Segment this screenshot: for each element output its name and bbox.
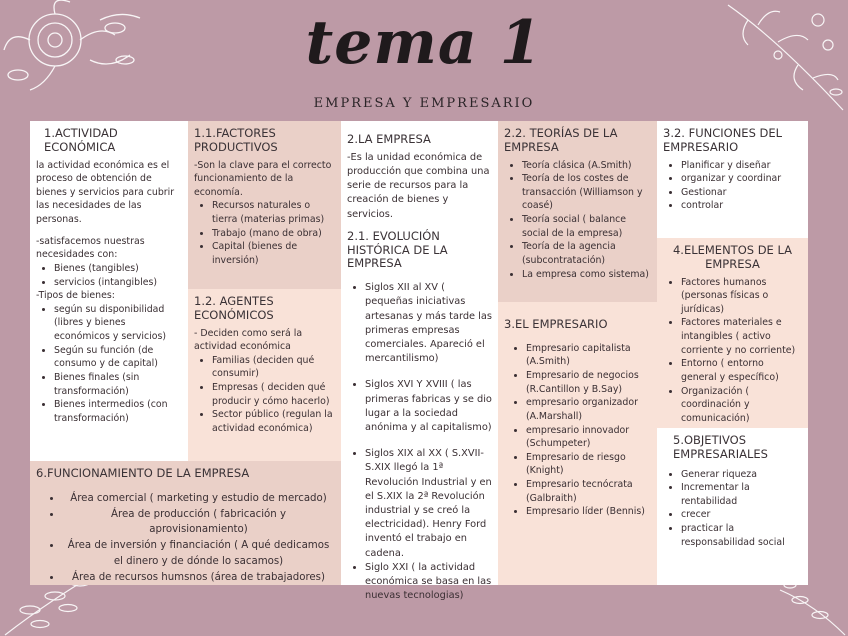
section-title: 3.2. FUNCIONES DEL EMPRESARIO [663,126,783,154]
section-intro: -Son la clave para el correcto funcionamiento de la economía. [194,159,332,198]
list-item: • Organización ( coordinación y comunicación) [681,385,802,426]
list-item: • empresario organizador (A.Marshall) [526,396,651,423]
section-el-empresario [498,302,657,585]
list-item: • empresario innovador (Schumpeter) [526,424,651,451]
list-item: • Teoría clásica (A.Smith) [522,159,651,173]
section-funcionamiento-empresa [30,461,341,585]
section-title: 2.1. EVOLUCIÓN HISTÓRICA DE LA EMPRESA [347,228,448,271]
section-elementos-empresa [657,238,808,428]
list-item: • Bienes (tangibles) [54,262,182,276]
section-title: 1.1.FACTORES PRODUCTIVOS [194,126,278,154]
section-title: 1.ACTIVIDAD ECONÓMICA [44,126,118,154]
section-intro: -Es la unidad económica de producción que combina una serie de recursos para la creación de bienes y servicios. [347,151,490,220]
list-item: • Área de recursos humsnos (área de trabajadores) [62,570,335,586]
list-item: • Entorno ( entorno general y específico) [681,357,802,384]
list-item: • Empresario de riesgo (Knight) [526,451,651,478]
bullet-list [504,342,651,519]
bullet-list [36,262,182,289]
list-item: • practicar la responsabilidad social [681,522,802,549]
bullet-list [504,159,651,282]
list-item: • Capital (bienes de inversión) [212,240,335,267]
list-item: • Gestionar [681,186,802,200]
page-title: tema 1 [305,8,543,78]
section-title: 5.OBJETIVOS EMPRESARIALES [673,433,768,461]
list-item: • servicios (intangibles) [54,276,182,290]
bullet-list [194,199,335,267]
list-item: • Empresario de negocios (R.Cantillon y B.Say) [526,369,651,396]
list-item: • Teoría social ( balance social de la empresa) [522,213,651,240]
list-item: • Teoría de la agencia (subcontratación) [522,240,651,267]
list-item: • según su disponibilidad (libres y bienes económicos y servicios) [54,303,182,344]
list-item: • Siglos XIX al XX ( S.XVII-S.XIX llegó la 1ª Revolución Industrial y en el S.XIX la 2ª Revolución industrial y se creó la electricidad). Henry Ford inventó el trabajo en cadena. [365,447,492,561]
list-item: • Recursos naturales o tierra (materias primas) [212,199,335,226]
list-item: • Siglos XVI Y XVIII ( las primeras fabricas y se dio lugar a la sociedad anónima y al capitalismo) [365,378,492,435]
list-item: • Factores materiales e intangibles ( activo corriente y no corriente) [681,316,802,357]
section-teorias-empresa [498,121,657,302]
section-la-empresa [341,121,498,602]
list-item: • Empresario líder (Bennis) [526,505,651,519]
section-title: 6.FUNCIONAMIENTO DE LA EMPRESA [36,466,250,480]
list-item: • crecer [681,508,802,522]
page-subtitle: EMPRESA Y EMPRESARIO [313,96,535,111]
list-item: • Área comercial ( marketing y estudio de mercado) [62,491,335,507]
list-item: • Teoría de los costes de transacción (Williamson y coasé) [522,172,651,213]
list-item: • Planificar y diseñar [681,159,802,173]
list-item: • Trabajo (mano de obra) [212,227,335,241]
list-item: • Área de producción ( fabricación y aprovisionamiento) [62,507,335,539]
list-item: • Empresario tecnócrata (Galbraith) [526,478,651,505]
bullet-list [36,303,182,426]
list-item: • Incrementar la rentabilidad [681,481,802,508]
bullet-list [663,159,802,214]
list-item: • Factores humanos (personas físicas o jurídicas) [681,276,802,317]
bullet-list [36,491,335,586]
list-item: • Según su función (de consumo y de capital) [54,344,182,371]
bullet-list [347,281,492,603]
list-item: • Empresario capitalista (A.Smith) [526,342,651,369]
section-intro: la actividad económica es el proceso de obtención de bienes y servicios para cubrir las necesidades de las personas. [36,159,175,226]
section-actividad-economica [30,121,188,461]
list-item: • Bienes intermedios (con transformación) [54,398,182,425]
list-item: • organizar y coordinar [681,172,802,186]
section-title: 3.EL EMPRESARIO [504,317,608,331]
bullet-list [663,276,802,426]
list-item: • Bienes finales (sin transformación) [54,371,182,398]
list-item: • Familias (deciden qué consumir) [212,354,335,381]
section-funciones-empresario [657,121,808,238]
section-objetivos-empresariales [657,428,808,585]
bullet-list [194,354,335,436]
section-title: 4.ELEMENTOS DE LA EMPRESA [672,243,793,271]
list-item: • controlar [681,199,802,213]
list-item: • La empresa como sistema) [522,268,651,282]
list-item: • Empresas ( deciden qué producir y cómo hacerlo) [212,381,335,408]
bullet-list [663,468,802,550]
section-title: 1.2. AGENTES ECONÓMICOS [194,294,274,322]
section-factores-productivos [188,121,341,289]
list-item: • Área de inversión y financiación ( A qué dedicamos el dinero y de dónde lo sacamos) [62,538,335,570]
section-title: 2.2. TEORÍAS DE LA EMPRESA [504,126,618,154]
list-item: • Siglo XXI ( la actividad económica se basa en las nuevas tecnologias) [365,561,492,604]
list-item: • Siglos XII al XV ( pequeñas iniciativas artesanas y más tarde las primeras empresas comerciales. Apareció el mercantilismo) [365,281,492,366]
list-item: • Sector público (regulan la actividad económica) [212,408,335,435]
section-text: -satisfacemos nuestras necesidades con: [36,235,145,261]
section-intro: - Deciden como será la actividad económica [194,327,303,353]
section-agentes-economicos [188,289,341,461]
section-title: 2.LA EMPRESA [347,132,431,146]
list-item: • Generar riqueza [681,468,802,482]
section-text: -Tipos de bienes: [36,290,115,302]
